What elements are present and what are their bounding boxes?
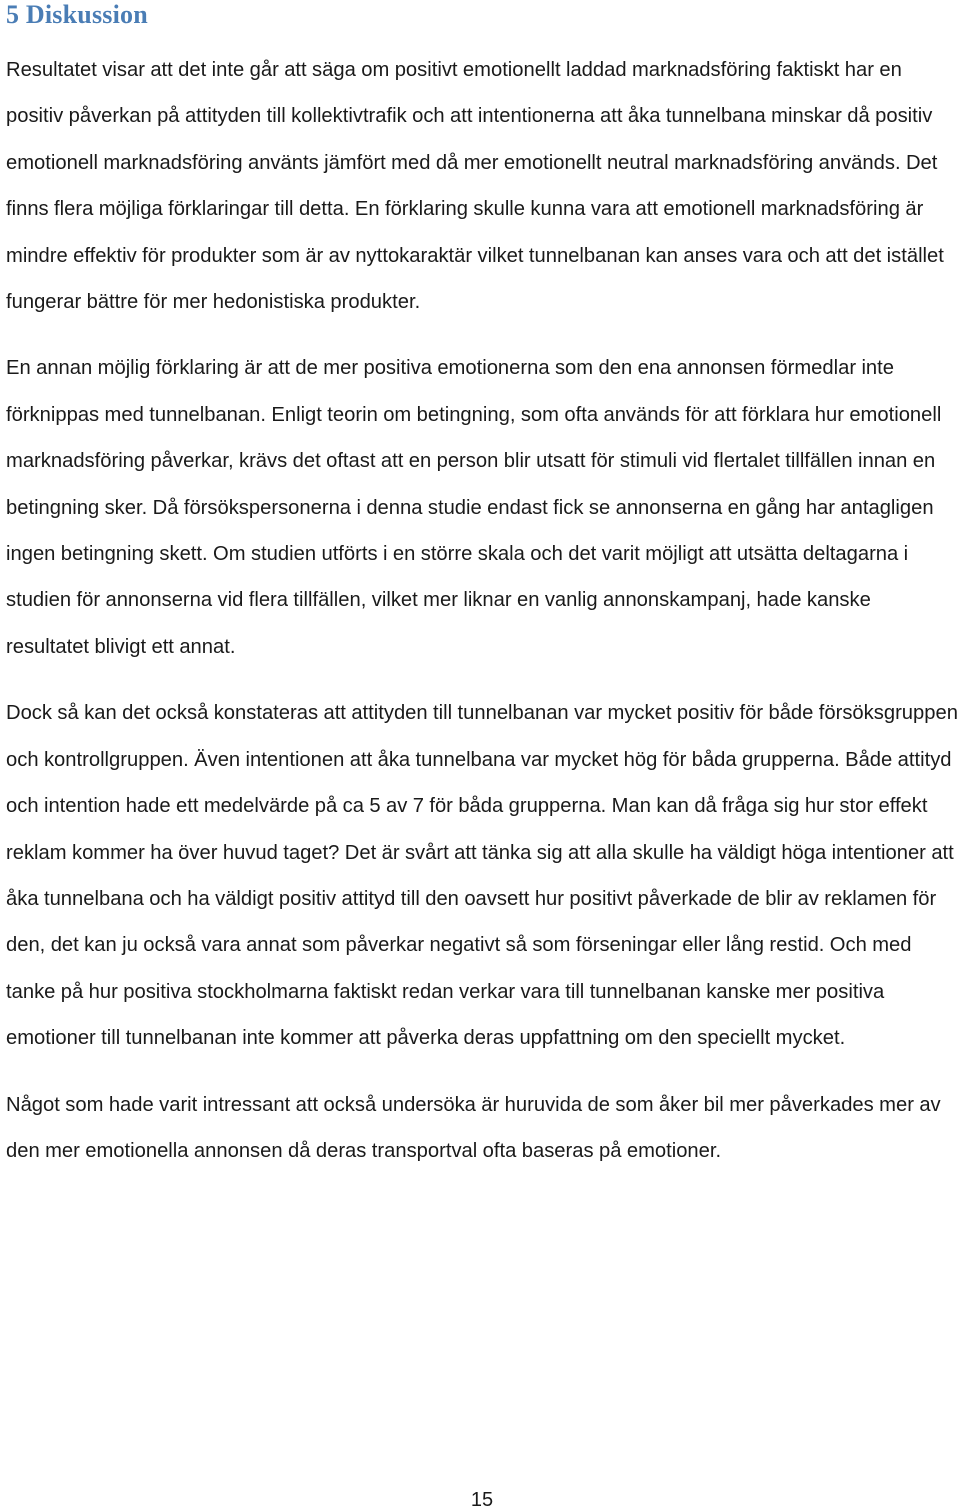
- paragraph-4: Något som hade varit intressant att också undersöka är huruvida de som åker bil mer påverkades mer av den mer emotionella annonsen då deras transportval ofta baseras på emotioner.: [6, 1093, 941, 1162]
- page-number: 15: [470, 1489, 494, 1511]
- paragraph-3: Dock så kan det också konstateras att attityden till tunnelbanan var mycket positiv för både försöksgruppen och kontrollgruppen. Även intentionen att åka tunnelbana var mycket hög för båda grupperna. Både attityd och intention hade ett medelvärde på ca 5 av 7 för båda grupperna. Man kan då fråga sig hur stor effekt reklam kommer ha över huvud taget? Det är svårt att tänka sig att alla skulle ha väldigt höga intentioner att åka tunnelbana och ha väldigt positiv attityd till den oavsett hur positivt påverkade de blir av reklamen för den, det kan ju också vara annat som påverkar negativt så som förseningar eller lång restid. Och med tanke på hur positiva stockholmarna faktiskt redan verkar vara till tunnelbanan kanske mer positiva emotioner till tunnelbanan inte kommer att påverka deras uppfattning om den speciellt mycket.: [6, 702, 958, 1050]
- paragraph-2: En annan möjlig förklaring är att de mer positiva emotionerna som den ena annonsen förmedlar inte förknippas med tunnelbanan. Enligt teorin om betingning, som ofta används för att förklara hur emotionell marknadsföring påverkar, krävs det oftast att en person blir utsatt för stimuli vid flertalet tillfällen innan en betingning sker. Då försökspersonerna i denna studie endast fick se annonserna en gång har antagligen ingen betingning skett. Om studien utförts i en större skala och det varit möjligt att utsätta deltagarna i studien för annonserna vid flera tillfällen, vilket mer liknar en vanlig annonskampanj, hade kanske resultatet blivigt ett annat.: [6, 357, 942, 658]
- section-heading: 5 Diskussion: [6, 0, 148, 29]
- document-page: [6, 0, 958, 1174]
- section-body: [6, 47, 958, 1174]
- paragraph-1: Resultatet visar att det inte går att säga om positivt emotionellt laddad marknadsföring faktiskt har en positiv påverkan på attityden till kollektivtrafik och att intentionerna att åka tunnelbana minskar då positiv emotionell marknadsföring använts jämfört med då mer emotionellt neutral marknadsföring används. Det finns flera möjliga förklaringar till detta. En förklaring skulle kunna vara att emotionell marknadsföring är mindre effektiv för produkter som är av nyttokaraktär vilket tunnelbanan kan anses vara och att det istället fungerar bättre för mer hedonistiska produkter.: [6, 59, 944, 314]
